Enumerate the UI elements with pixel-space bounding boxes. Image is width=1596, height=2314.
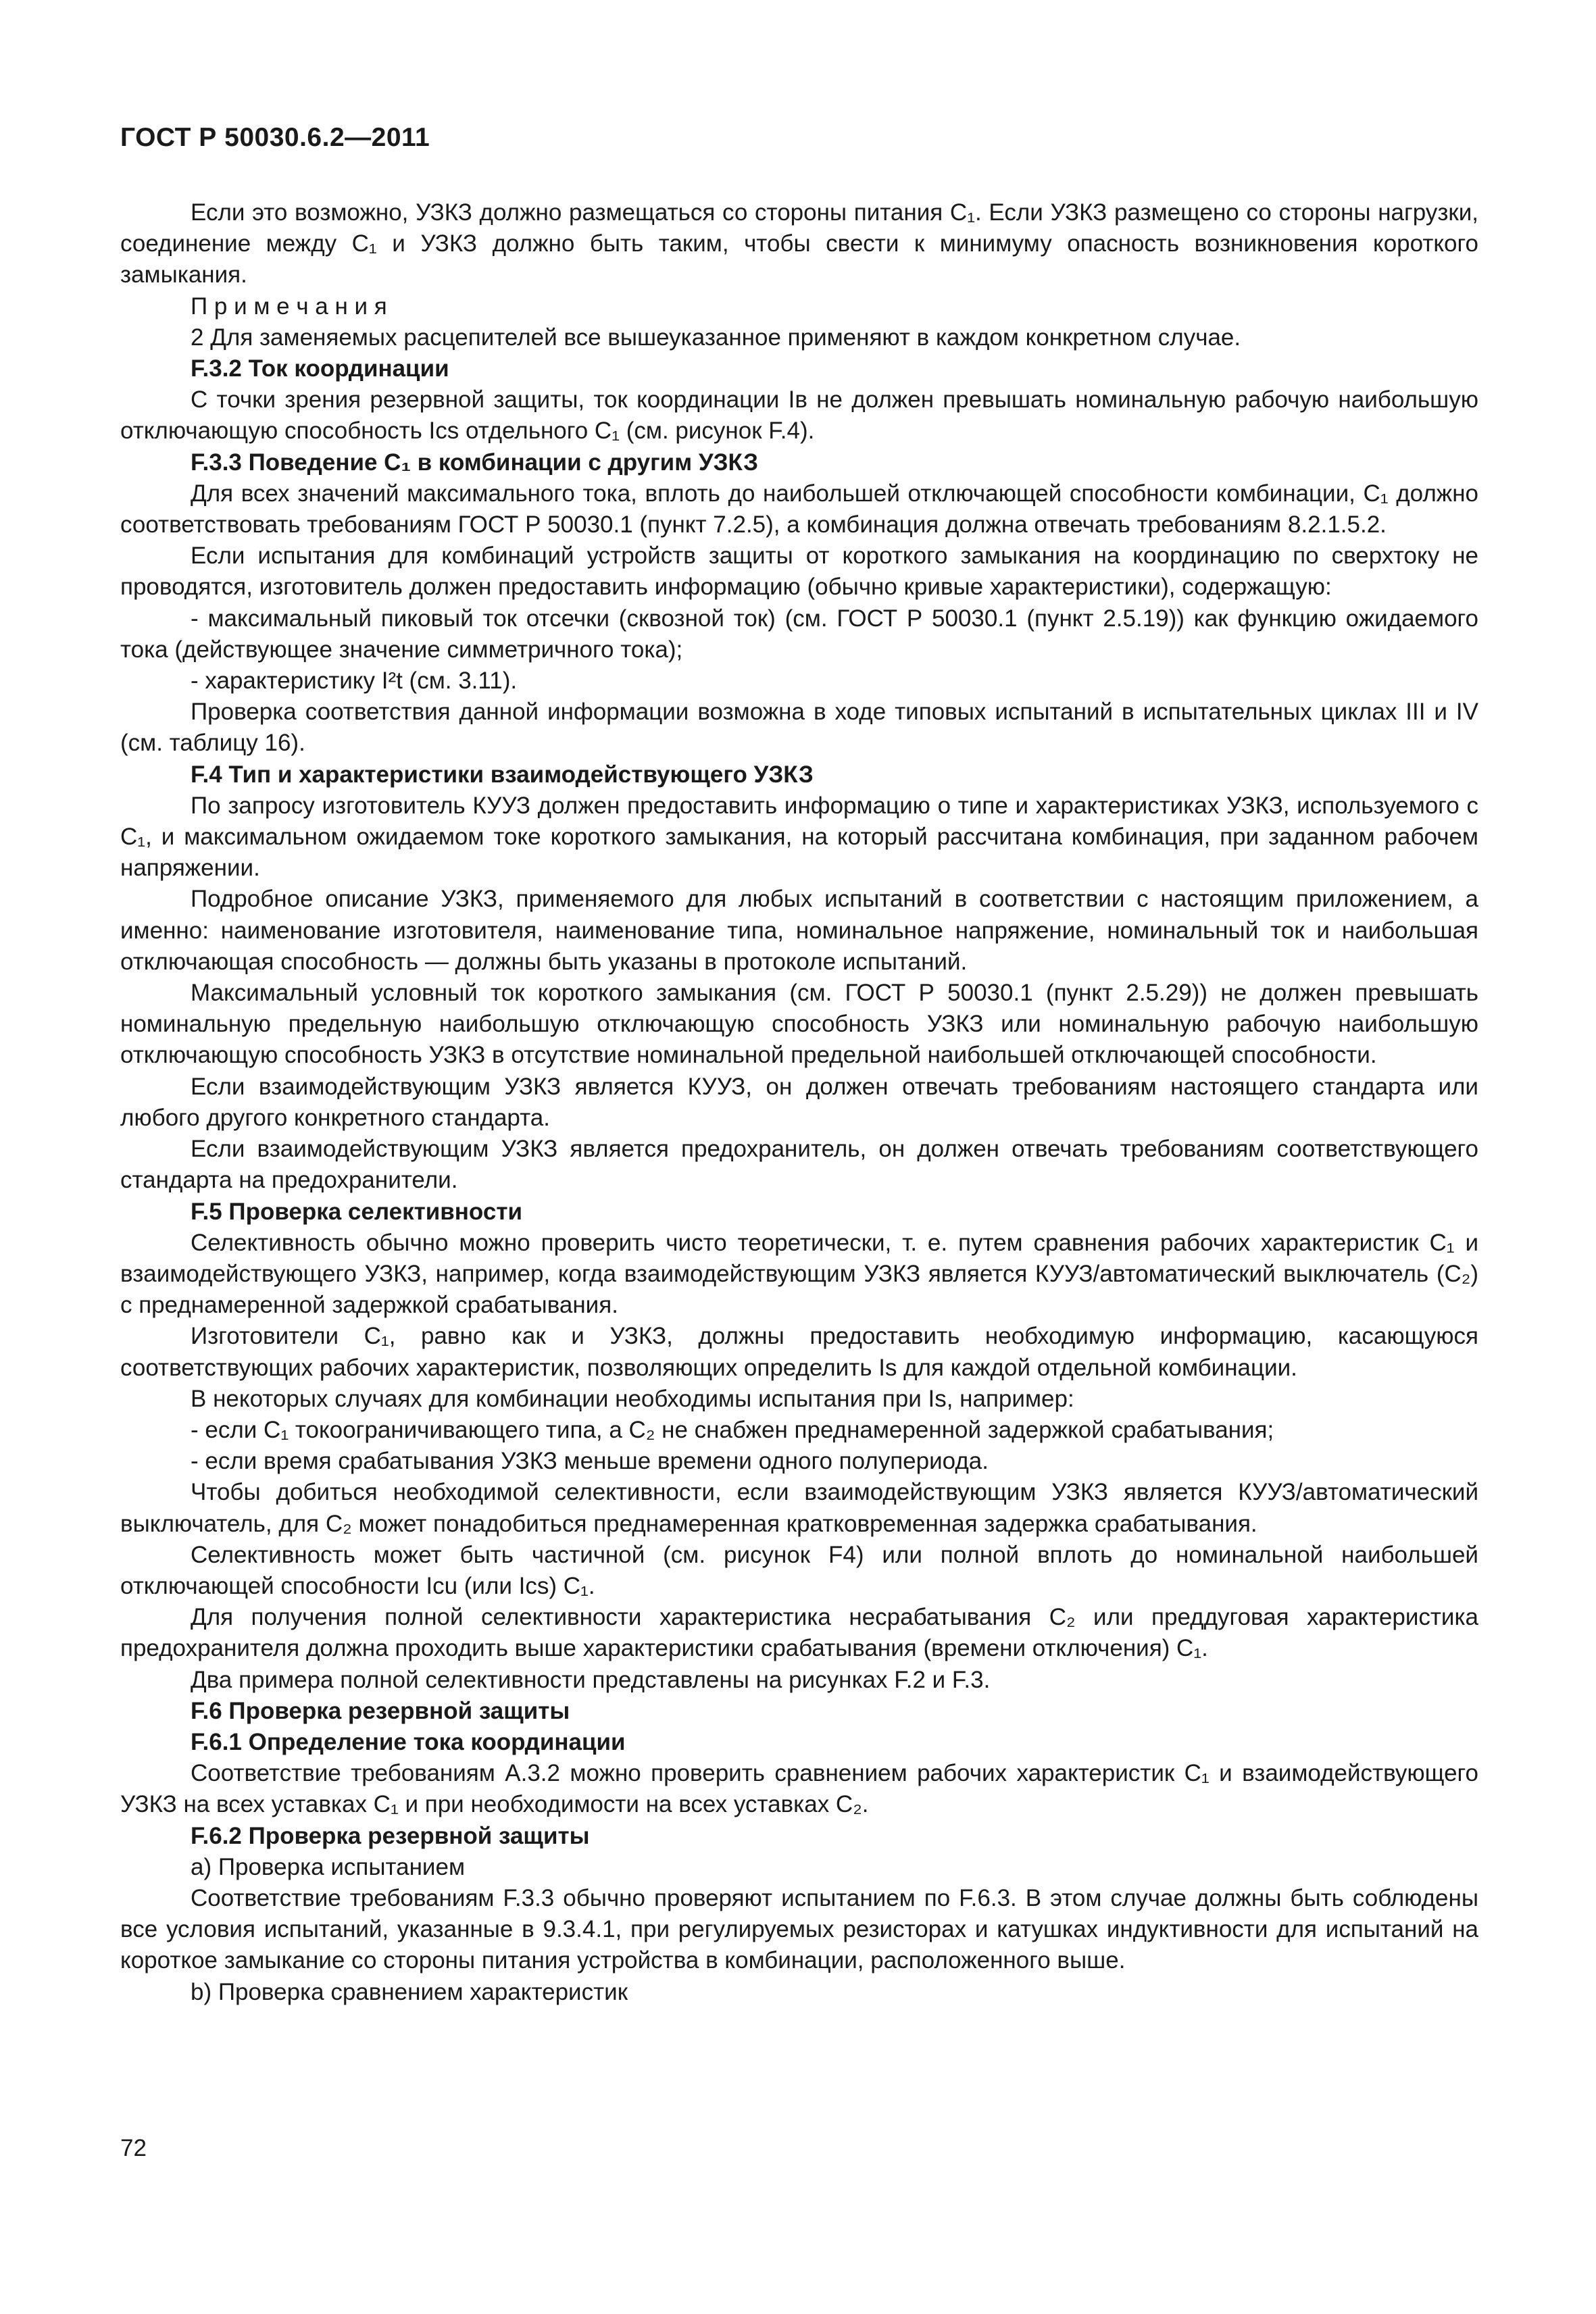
section-heading: F.5 Проверка селективности	[191, 1198, 522, 1225]
list-item: - если время срабатывания УЗКЗ меньше времени одного полупериода.	[191, 1448, 989, 1475]
paragraph: В некоторых случаях для комбинации необходимы испытания при Is, например:	[191, 1385, 1074, 1412]
paragraph: Чтобы добиться необходимой селективности, если взаимодействующим УЗКЗ является КУУЗ/автоматический выключатель, для C₂ может понадобиться преднамеренная кратковременная задержка срабатывания.	[120, 1479, 1478, 1537]
paragraph: Соответствие требованиям F.3.3 обычно проверяют испытанием по F.6.3. В этом случае должны быть соблюдены все условия испытаний, указанные в 9.3.4.1, при регулируемых резисторах и катушках индуктивности для испытаний на короткое замыкание со стороны питания устройства в комбинации, расположенного выше.	[120, 1884, 1478, 1974]
paragraph: С точки зрения резервной защиты, ток координации Iв не должен превышать номинальную рабочую наибольшую отключающую способность Ics отдельного C₁ (см. рисунок F.4).	[120, 386, 1478, 445]
section-heading: F.6.2 Проверка резервной защиты	[191, 1822, 590, 1849]
paragraph: Изготовители C₁, равно как и УЗКЗ, должны предоставить необходимую информацию, касающуюся соответствующих рабочих характеристик, позволяющих определить Is для каждой отдельной комбинации.	[120, 1323, 1478, 1381]
paragraph: Для всех значений максимального тока, вплоть до наибольшей отключающей способности комбинации, C₁ должно соответствовать требованиям ГОСТ Р 50030.1 (пункт 7.2.5), а комбинация должна отвечать требованиям 8.2.1.5.2.	[120, 480, 1478, 538]
notes-label: П р и м е ч а н и я	[191, 293, 387, 320]
paragraph: По запросу изготовитель КУУЗ должен предоставить информацию о типе и характеристиках УЗКЗ, используемого с C₁, и максимальном ожидаемом токе короткого замыкания, на который рассчитана комбинация, при заданном рабочем напряжении.	[120, 792, 1478, 882]
paragraph: Проверка соответствия данной информации возможна в ходе типовых испытаний в испытательных циклах III и IV (см. таблицу 16).	[120, 699, 1478, 757]
paragraph: b) Проверка сравнением характеристик	[191, 1978, 628, 2005]
paragraph: a) Проверка испытанием	[191, 1853, 466, 1880]
paragraph: Максимальный условный ток короткого замыкания (см. ГОСТ Р 50030.1 (пункт 2.5.29)) не должен превышать номинальную предельную наибольшую отключающую способность УЗКЗ или номинальную рабочую наибольшую отключающую способность УЗКЗ в отсутствие номинальной предельной наибольшей отключающей способности.	[120, 980, 1478, 1069]
paragraph: Если испытания для комбинаций устройств защиты от короткого замыкания на координацию по сверхтоку не проводятся, изготовитель должен предоставить информацию (обычно кривые характеристики), содержащую:	[120, 543, 1478, 601]
paragraph: Для получения полной селективности характеристика несрабатывания C₂ или преддуговая характеристика предохранителя должна проходить выше характеристики срабатывания (времени отключения) C₁.	[120, 1604, 1478, 1662]
paragraph: Если это возможно, УЗКЗ должно размещаться со стороны питания C₁. Если УЗКЗ размещено со стороны нагрузки, соединение между C₁ и УЗКЗ должно быть таким, чтобы свести к минимуму опасность возникновения короткого замыкания.	[120, 199, 1478, 288]
section-heading: F.6 Проверка резервной защиты	[191, 1697, 570, 1724]
section-heading: F.4 Тип и характеристики взаимодействующего УЗКЗ	[191, 761, 814, 788]
page-number: 72	[120, 2135, 147, 2161]
section-heading: F.3.2 Ток координации	[191, 355, 449, 382]
list-item: - максимальный пиковый ток отсечки (сквозной ток) (см. ГОСТ Р 50030.1 (пункт 2.5.19)) как функцию ожидаемого тока (действующее значение симметричного тока);	[120, 605, 1478, 663]
section-heading: F.6.1 Определение тока координации	[191, 1728, 626, 1755]
paragraph: Подробное описание УЗКЗ, применяемого для любых испытаний в соответствии с настоящим приложением, а именно: наименование изготовителя, наименование типа, номинальное напряжение, номинальный ток и наибольшая отключающая способность — должны быть указаны в протоколе испытаний.	[120, 886, 1478, 975]
paragraph: Если взаимодействующим УЗКЗ является предохранитель, он должен отвечать требованиям соответствующего стандарта на предохранители.	[120, 1136, 1478, 1194]
paragraph: Два примера полной селективности представлены на рисунках F.2 и F.3.	[191, 1666, 991, 1693]
paragraph: Селективность обычно можно проверить чисто теоретически, т. е. путем сравнения рабочих характеристик C₁ и взаимодействующего УЗКЗ, например, когда взаимодействующим УЗКЗ является КУУЗ/автоматический выключатель (C₂) с преднамеренной задержкой срабатывания.	[120, 1229, 1478, 1319]
section-heading: F.3.3 Поведение C₁ в комбинации с другим УЗКЗ	[191, 449, 759, 476]
paragraph: Если взаимодействующим УЗКЗ является КУУЗ, он должен отвечать требованиям настоящего стандарта или любого другого конкретного стандарта.	[120, 1073, 1478, 1131]
paragraph: Селективность может быть частичной (см. рисунок F4) или полной вплоть до номинальной наибольшей отключающей способности Icu (или Ics) C₁.	[120, 1541, 1478, 1599]
document-header: ГОСТ Р 50030.6.2—2011	[120, 123, 430, 152]
paragraph: 2 Для заменяемых расцепителей все вышеуказанное применяют в каждом конкретном случае.	[191, 324, 1241, 351]
list-item: - характеристику I²t (см. 3.11).	[191, 668, 518, 695]
document-body	[120, 197, 1478, 2008]
list-item: - если C₁ токоограничивающего типа, а C₂ не снабжен преднамеренной задержкой срабатывания;	[191, 1416, 1274, 1443]
paragraph: Соответствие требованиям A.3.2 можно проверить сравнением рабочих характеристик C₁ и взаимодействующего УЗКЗ на всех уставках C₁ и при необходимости на всех уставках C₂.	[120, 1760, 1478, 1818]
